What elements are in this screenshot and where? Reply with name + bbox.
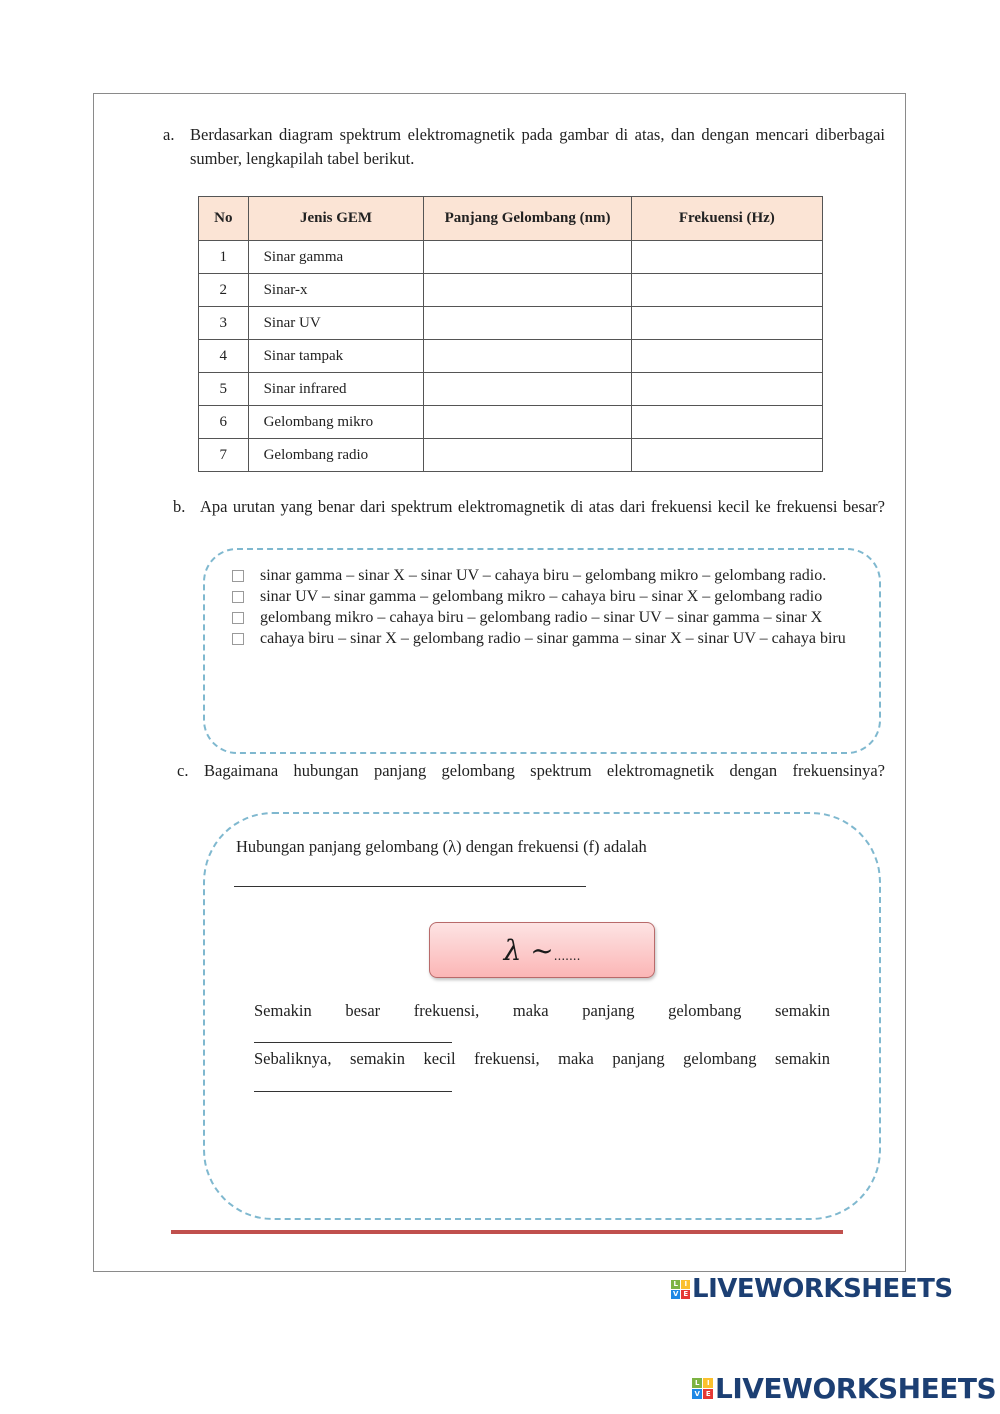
question-a-text: Berdasarkan diagram spektrum elektromagnetik pada gambar di atas, dan dengan mencari diberbagai sumber, lengkapilah tabel berikut. bbox=[190, 125, 885, 168]
liveworksheets-logo bbox=[671, 1274, 953, 1304]
row-no: 6 bbox=[199, 406, 249, 439]
wavelength-input-cell[interactable] bbox=[424, 241, 631, 274]
row-no: 1 bbox=[199, 241, 249, 274]
logo-letter-l: L bbox=[671, 1280, 680, 1289]
row-name: Sinar UV bbox=[248, 307, 424, 340]
logo-letter-e: E bbox=[681, 1290, 690, 1299]
table-row bbox=[199, 406, 823, 439]
gem-table bbox=[198, 196, 823, 472]
frequency-input-cell[interactable] bbox=[631, 274, 822, 307]
option-3[interactable] bbox=[230, 607, 850, 628]
option-3-text: gelombang mikro – cahaya biru – gelombang radio – sinar UV – sinar gamma – sinar X bbox=[260, 609, 823, 626]
logo-letter-v: V bbox=[671, 1290, 680, 1299]
logo-letter-v: V bbox=[692, 1389, 702, 1399]
formula bbox=[504, 934, 581, 967]
frequency-input-cell[interactable] bbox=[631, 241, 822, 274]
row-name: Sinar infrared bbox=[248, 373, 424, 406]
row-name: Sinar gamma bbox=[248, 241, 424, 274]
formula-symbol: λ ~ bbox=[503, 933, 554, 967]
table-row bbox=[199, 241, 823, 274]
wavelength-input-cell[interactable] bbox=[424, 307, 631, 340]
row-no: 7 bbox=[199, 439, 249, 472]
liveworksheets-logo-footer bbox=[692, 1372, 996, 1405]
footer-rule bbox=[171, 1230, 843, 1234]
question-a bbox=[163, 123, 885, 171]
formula-box bbox=[429, 922, 655, 978]
table-header-row bbox=[199, 197, 823, 241]
logo-letter-i: I bbox=[703, 1378, 713, 1388]
brand-name: LIVEWORKSHEETS bbox=[715, 1372, 997, 1405]
statement-2: Sebaliknya, semakin kecil frekuensi, maka panjang gelombang semakin bbox=[254, 1049, 830, 1068]
header-wavelength: Panjang Gelombang (nm) bbox=[424, 197, 631, 241]
frequency-input-cell[interactable] bbox=[631, 340, 822, 373]
statement-2-answer-line[interactable] bbox=[254, 1091, 452, 1092]
checkbox-option-4[interactable] bbox=[232, 633, 244, 645]
row-no: 3 bbox=[199, 307, 249, 340]
frequency-input-cell[interactable] bbox=[631, 439, 822, 472]
option-4-text: cahaya biru – sinar X – gelombang radio – sinar gamma – sinar X – sinar UV – cahaya biru bbox=[260, 630, 846, 647]
wavelength-input-cell[interactable] bbox=[424, 340, 631, 373]
table-row bbox=[199, 373, 823, 406]
logo-letter-e: E bbox=[703, 1389, 713, 1399]
row-name: Gelombang radio bbox=[248, 439, 424, 472]
statement-1: Semakin besar frekuensi, maka panjang gelombang semakin bbox=[254, 1001, 830, 1020]
option-2-text: sinar UV – sinar gamma – gelombang mikro – cahaya biru – sinar X – gelombang radio bbox=[260, 588, 823, 605]
question-b-letter: b. bbox=[173, 497, 186, 516]
question-c-text: Bagaimana hubungan panjang gelombang spektrum elektromagnetik dengan frekuensinya? bbox=[204, 761, 885, 780]
relation-answer-line[interactable] bbox=[234, 886, 586, 887]
logo-icon bbox=[692, 1378, 713, 1399]
table-row bbox=[199, 340, 823, 373]
wavelength-input-cell[interactable] bbox=[424, 274, 631, 307]
header-no: No bbox=[199, 197, 249, 241]
question-c-letter: c. bbox=[177, 761, 189, 780]
checkbox-option-3[interactable] bbox=[232, 612, 244, 624]
logo-icon bbox=[671, 1280, 690, 1299]
option-1-text: sinar gamma – sinar X – sinar UV – cahaya biru – gelombang mikro – gelombang radio. bbox=[260, 567, 827, 584]
question-b-text: Apa urutan yang benar dari spektrum elektromagnetik di atas dari frekuensi kecil ke frekuensi besar? bbox=[200, 497, 885, 516]
row-no: 5 bbox=[199, 373, 249, 406]
table-row bbox=[199, 439, 823, 472]
wavelength-input-cell[interactable] bbox=[424, 406, 631, 439]
wavelength-input-cell[interactable] bbox=[424, 439, 631, 472]
frequency-input-cell[interactable] bbox=[631, 406, 822, 439]
statement-1-answer-line[interactable] bbox=[254, 1042, 452, 1043]
brand-name: LIVEWORKSHEETS bbox=[692, 1274, 953, 1304]
question-a-letter: a. bbox=[163, 125, 175, 144]
question-b bbox=[173, 495, 885, 519]
row-no: 4 bbox=[199, 340, 249, 373]
row-no: 2 bbox=[199, 274, 249, 307]
row-name: Sinar-x bbox=[248, 274, 424, 307]
logo-letter-i: I bbox=[681, 1280, 690, 1289]
wavelength-input-cell[interactable] bbox=[424, 373, 631, 406]
table-row bbox=[199, 307, 823, 340]
logo-letter-l: L bbox=[692, 1378, 702, 1388]
checkbox-option-1[interactable] bbox=[232, 570, 244, 582]
options-list bbox=[230, 565, 850, 649]
option-2[interactable] bbox=[230, 586, 850, 607]
formula-blank[interactable]: ....... bbox=[553, 948, 581, 963]
question-c bbox=[177, 759, 885, 783]
header-jenis-gem: Jenis GEM bbox=[248, 197, 424, 241]
option-1[interactable] bbox=[230, 565, 850, 586]
row-name: Gelombang mikro bbox=[248, 406, 424, 439]
checkbox-option-2[interactable] bbox=[232, 591, 244, 603]
relation-prompt: Hubungan panjang gelombang (λ) dengan frekuensi (f) adalah bbox=[236, 837, 647, 856]
row-name: Sinar tampak bbox=[248, 340, 424, 373]
frequency-input-cell[interactable] bbox=[631, 307, 822, 340]
frequency-input-cell[interactable] bbox=[631, 373, 822, 406]
table-row bbox=[199, 274, 823, 307]
header-frequency: Frekuensi (Hz) bbox=[631, 197, 822, 241]
option-4[interactable] bbox=[230, 628, 850, 649]
